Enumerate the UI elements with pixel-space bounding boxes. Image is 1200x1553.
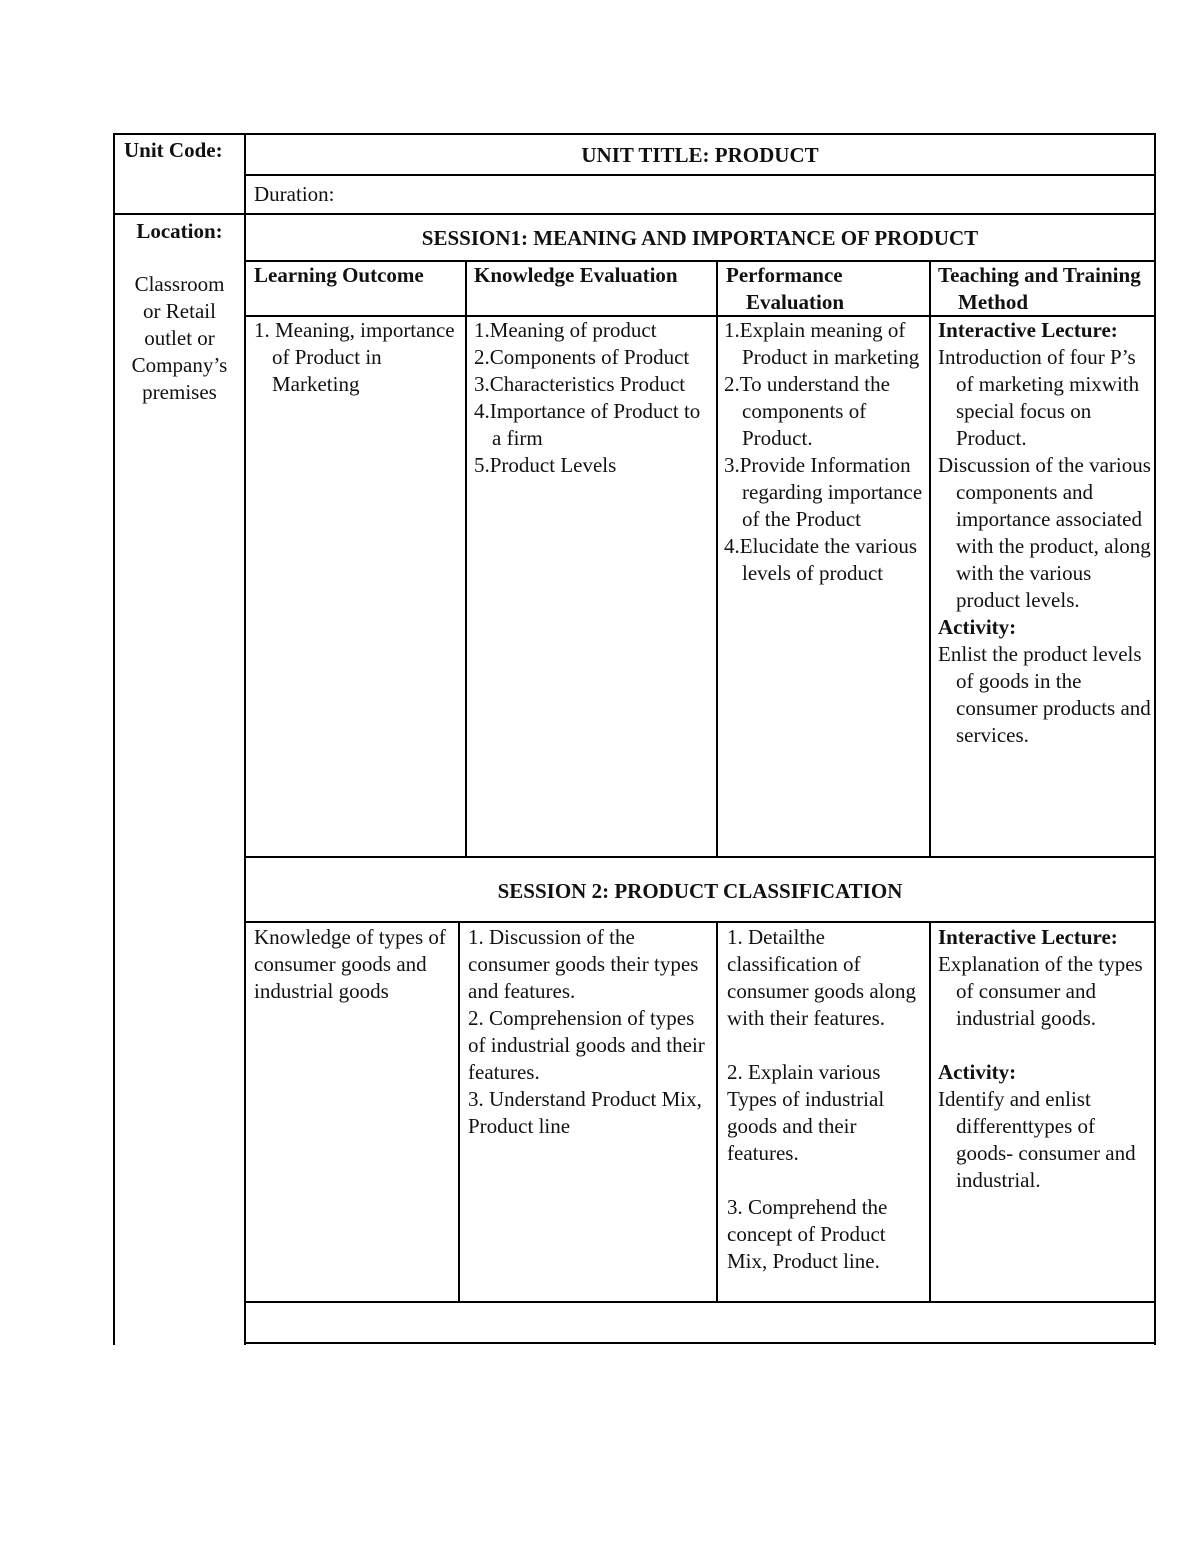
session2-performance-list — [727, 924, 923, 1275]
list-item: 2.Components of Product — [474, 345, 690, 369]
list-item: 3. Comprehend the concept of Product Mix, Product line. — [727, 1195, 888, 1273]
list-item: Discussion of the various components and importance associated with the product, along with the various product levels. — [938, 453, 1151, 612]
list-item: 3. Understand Product Mix, Product line — [468, 1087, 702, 1138]
list-item: 1. Discussion of the consumer goods their types and features. — [468, 925, 699, 1003]
empty-row — [246, 1303, 1154, 1342]
list-item: 3.Provide Information regarding importance of the Product — [724, 453, 923, 531]
session2-title: SESSION 2: PRODUCT CLASSIFICATION — [497, 879, 903, 903]
list-item: 2. Comprehension of types of industrial goods and their features. — [468, 1006, 705, 1084]
list-item: 5.Product Levels — [474, 453, 617, 477]
list-item: 2. Explain various Types of industrial goods and their features. — [727, 1060, 885, 1165]
list-item: Introduction of four P’s of marketing mixwith special focus on Product. — [938, 345, 1140, 450]
list-item: 2.To understand the components of Product. — [724, 372, 890, 450]
list-item: Explanation of the types of consumer and industrial goods. — [938, 952, 1143, 1030]
list-item: 1. Detailthe classification of consumer goods along with their features. — [727, 925, 916, 1030]
list-item: 1.Meaning of product — [474, 318, 657, 342]
interactive-lecture-label: Interactive Lecture: — [938, 318, 1118, 342]
session2-teaching-method — [938, 924, 1152, 1194]
col-header-learning-outcome: Learning Outcome — [254, 263, 424, 287]
list-item: Enlist the product levels of goods in the consumer products and services. — [938, 642, 1151, 747]
session2-knowledge-list — [468, 924, 714, 1140]
list-item: 1.Explain meaning of Product in marketing — [724, 318, 920, 369]
location-value: Classroom or Retail outlet or Company’s premises — [131, 272, 228, 404]
list-item: Identify and enlist differenttypes of goods- consumer and industrial. — [938, 1087, 1136, 1192]
unit-title: UNIT TITLE: PRODUCT — [581, 143, 819, 167]
session1-knowledge-list — [474, 317, 714, 479]
activity-label: Activity: — [938, 1060, 1017, 1084]
col-header-teaching-method: Teaching and Training Method — [938, 263, 1141, 314]
unit-code-label: Unit Code: — [124, 138, 223, 162]
session1-performance-list — [724, 317, 924, 587]
list-item: 3.Characteristics Product — [474, 372, 686, 396]
col-header-performance-evaluation: Performance Evaluation — [726, 263, 845, 314]
location-label: Location: — [136, 219, 223, 243]
session2-learning-outcome: Knowledge of types of consumer goods and industrial goods — [254, 925, 446, 1003]
list-item: 4.Elucidate the various levels of product — [724, 534, 918, 585]
session1-title: SESSION1: MEANING AND IMPORTANCE OF PRODUCT — [421, 226, 979, 250]
duration-label: Duration: — [254, 182, 335, 206]
col-header-knowledge-evaluation: Knowledge Evaluation — [474, 263, 678, 287]
interactive-lecture-label: Interactive Lecture: — [938, 925, 1118, 949]
session1-learning-outcome: 1. Meaning, importance of Product in Marketing — [254, 318, 455, 396]
list-item: 4.Importance of Product to a firm — [474, 399, 701, 450]
activity-label: Activity: — [938, 615, 1017, 639]
session1-teaching-method — [938, 317, 1152, 749]
